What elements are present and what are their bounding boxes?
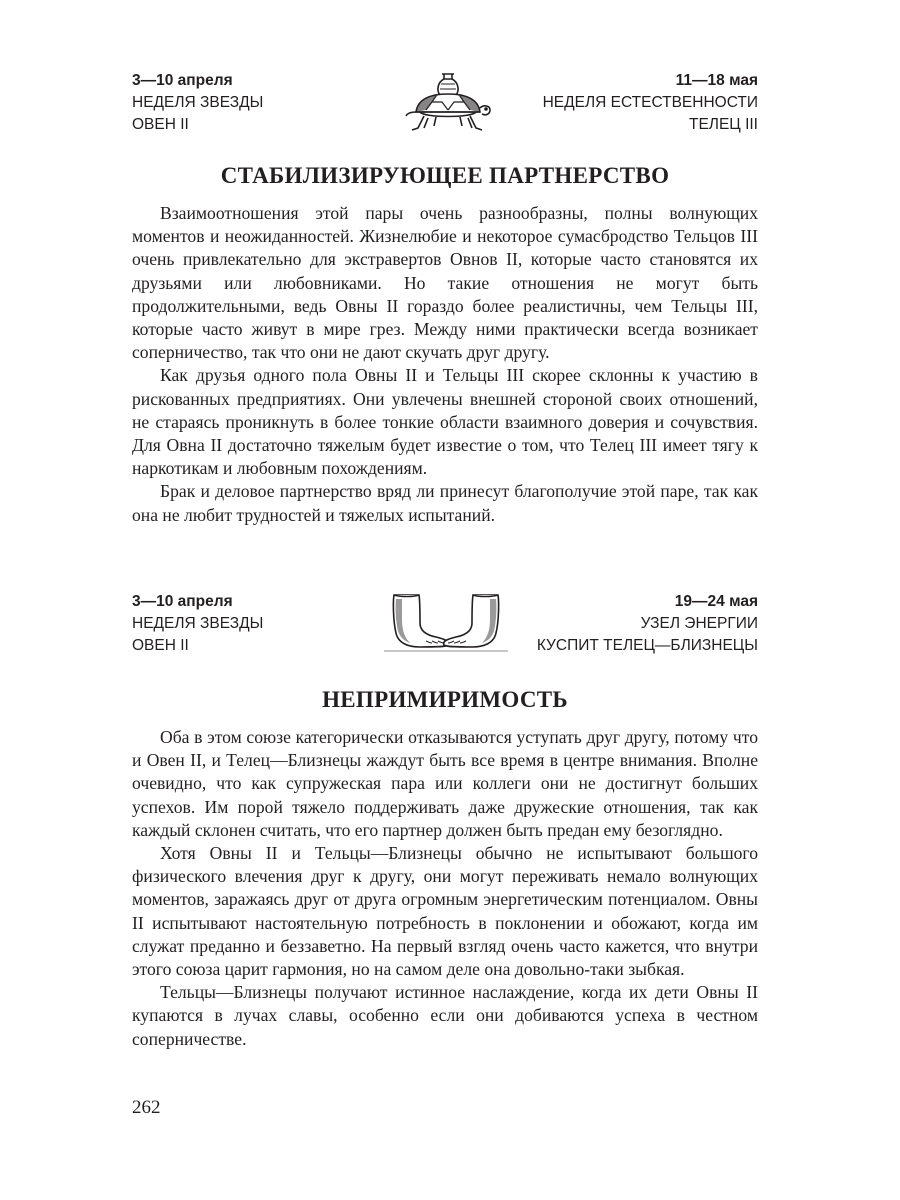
right-week: УЗЕЛ ЭНЕРГИИ (640, 615, 758, 632)
page-number: 262 (132, 1097, 161, 1118)
two-feet-icon (382, 591, 510, 653)
section-body-2 (132, 726, 758, 1051)
right-sign: ТЕЛЕЦ III (688, 116, 758, 133)
left-sign: ОВЕН II (132, 116, 189, 133)
right-sign-block (543, 70, 758, 136)
right-date: 19—24 мая (674, 593, 758, 610)
section-title-2: НЕПРИМИРИМОСТЬ (322, 687, 568, 712)
right-sign-block (537, 591, 758, 657)
left-week: НЕДЕЛЯ ЗВЕЗДЫ (132, 94, 264, 111)
left-date: 3—10 апреля (132, 72, 233, 89)
paragraph: Как друзья одного пола Овны II и Тельцы III скорее склонны к участию в рискованных предприятиях. Они увлечены внешней стороной своих отношений, не стараясь проникнуть в более тонкие области взаимного доверия и сочувствия. Для Овна II достаточно тяжелым будет известие о том, что Телец III имеет тягу к наркотикам и любовным похождениям. (132, 365, 758, 479)
left-sign-block (132, 70, 263, 136)
right-sign: КУСПИТ ТЕЛЕЦ—БЛИЗНЕЦЫ (536, 637, 758, 654)
paragraph: Тельцы—Близнецы получают истинное наслаждение, когда их дети Овны II купаются в лучах славы, особенно если они добиваются успеха в честном соперничестве. (132, 982, 758, 1049)
paragraph: Хотя Овны II и Тельцы—Близнецы обычно не испытывают большого физического влечения друг к другу, они могут переживать немало волнующих моментов, заражаясь друг от друга огромным энергетическим потенциалом. Овны II испытывают настоятельную потребность в поклонении и обожают, когда им служат преданно и беззаветно. На первый взгляд очень часто кажется, что внутри этого союза царит гармония, но на самом деле она довольно-таки зыбкая. (132, 843, 758, 980)
paragraph: Брак и деловое партнерство вряд ли принесут благополучие этой паре, так как она не любит трудностей и тяжелых испытаний. (132, 481, 758, 525)
right-week: НЕДЕЛЯ ЕСТЕСТВЕННОСТИ (542, 94, 758, 111)
paragraph: Взаимоотношения этой пары очень разнообразны, полны волнующих моментов и неожиданностей. Жизнелюбие и некоторое сумасбродство Тельцов III очень привлекательно для экстравертов Овнов II, которые часто становятся их друзьями или любовниками. Но такие отношения не могут быть продолжительными, ведь Овны II гораздо более реалистичны, чем Тельцы III, которые часто живут в мире грез. Между ними практически всегда возникает соперничество, так что они не дают скучать друг другу. (132, 203, 758, 363)
paragraph: Оба в этом союзе категорически отказываются уступать друг другу, потому что и Овен II, и Телец—Близнецы жаждут быть все время в центре внимания. Вполне очевидно, что как супружеская пара или коллеги они не достигнут больших успехов. Им порой тяжело поддерживать даже дружеские отношения, так как каждый склонен считать, что его партнер должен быть предан ему безоглядно. (132, 727, 758, 840)
right-date: 11—18 мая (675, 72, 758, 89)
left-week: НЕДЕЛЯ ЗВЕЗДЫ (132, 615, 264, 632)
section-body-1 (132, 202, 758, 527)
turtle-with-vase-icon (402, 70, 494, 138)
left-sign-block (132, 591, 263, 657)
section-title-1: СТАБИЛИЗИРУЮЩЕЕ ПАРТНЕРСТВО (220, 163, 670, 188)
left-sign: ОВЕН II (132, 637, 189, 654)
left-date: 3—10 апреля (132, 593, 233, 610)
